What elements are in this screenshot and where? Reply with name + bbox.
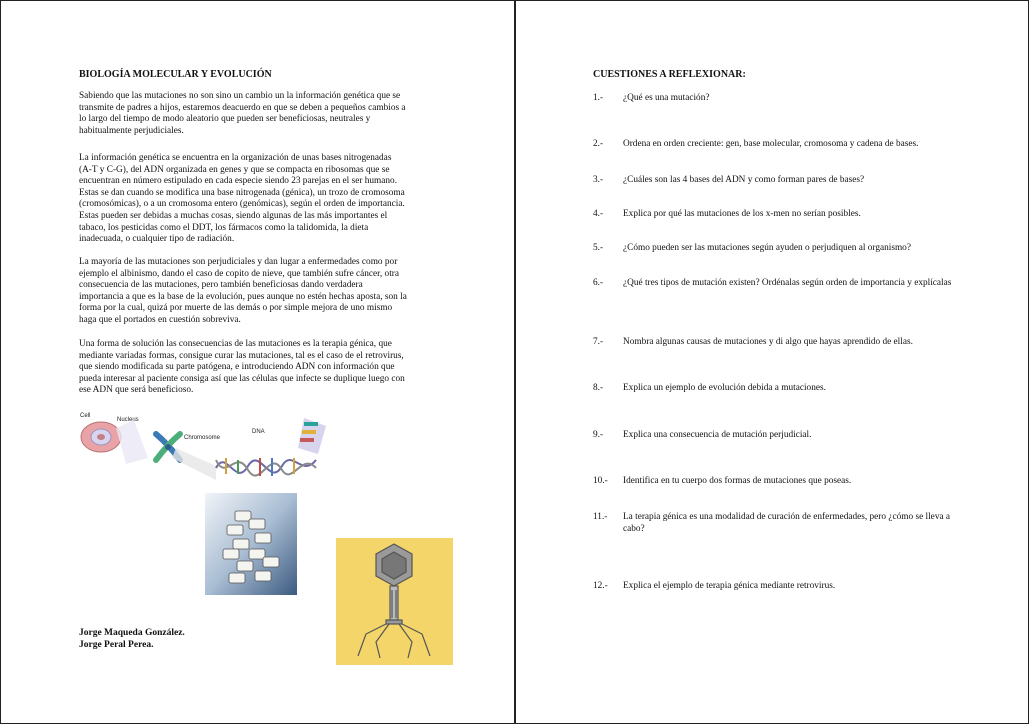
dna-letter-blocks-photo [205, 493, 297, 595]
question-text: Explica el ejemplo de terapia génica mediante retrovirus. [623, 581, 836, 591]
right-page [515, 0, 1029, 724]
paragraph-4: Una forma de solución las consecuencias de las mutaciones es la terapia génica, que mediante variadas formas, consigue curar las mutaciones, tal es el caso de el retrovirus, que siendo modificada su parte patógena, e introduciendo ADN con información que pueda interesar al paciente consiga así que las células que infecte se duplique luego con ese ADN que será beneficioso. [79, 339, 405, 396]
question-number: 7.- [593, 337, 604, 347]
question-text: Explica por qué las mutaciones de los x-men no serían posibles. [623, 209, 861, 219]
question-number: 10.- [593, 476, 608, 486]
question-text: Identifica en tu cuerpo dos formas de mutaciones que poseas. [623, 476, 852, 486]
diagram-label-chromosome: Chromosome [184, 435, 221, 441]
diagram-label-cell: Cell [80, 413, 91, 419]
left-heading: BIOLOGÍA MOLECULAR Y EVOLUCIÓN [79, 69, 272, 80]
question-number: 2.- [593, 139, 604, 149]
question-number: 12.- [593, 581, 608, 591]
authors: Jorge Maqueda González. Jorge Peral Perea. [79, 628, 185, 650]
question-number: 11.- [593, 512, 608, 522]
paragraph-1: Sabiendo que las mutaciones no son sino un cambio un la información genética que se transmite de padres a hijos, estaremos deacuerdo en que se deben a pequeños cambios a lo largo del tiempo de modo aleatorio que pueden ser beneficiosas, neutrales y habitualmente perjudiciales. [79, 91, 406, 136]
question-text: Explica una consecuencia de mutación perjudicial. [623, 430, 812, 440]
cell-icon [81, 422, 121, 452]
bacteriophage-illustration [336, 538, 453, 665]
question-text: Ordena en orden creciente: gen, base molecular, cromosoma y cadena de bases. [623, 139, 919, 149]
question-number: 8.- [593, 383, 604, 393]
question-text: ¿Qué tres tipos de mutación existen? Ordénalas según orden de importancia y explícalas [623, 278, 952, 288]
dna-detail-icon [298, 418, 326, 454]
diagram-label-nucleus: Nucleus [117, 417, 139, 423]
question-number: 9.- [593, 430, 604, 440]
question-text: ¿Qué es una mutación? [623, 93, 710, 103]
paragraph-3: La mayoría de las mutaciones son perjudiciales y dan lugar a enfermedades como por ejemplo el albinismo, dando el caso de copito de nieve, que también sufre cáncer, otra consecuencia de las mutaciones, pero también beneficiosas dando verdadera importancia a que es la base de la evolución, pues aunque no estén hechas aposta, son la forma por la cual, quizá por muerte de las demás o por simple mejora de uno mismo haga que el portados en cuestión sobreviva. [79, 257, 407, 325]
question-text: ¿Cómo pueden ser las mutaciones según ayuden o perjudiquen al organismo? [623, 243, 911, 253]
question-number: 5.- [593, 243, 604, 253]
paragraph-2: La información genética se encuentra en la organización de unas bases nitrogenadas (A-T y C-G), del ADN organizada en genes y que se compacta en ribosomas que se encuentran en número estipulado en cada especie siendo 23 parejas en el ser humano. Estas se dan cuando se modifica una base nitrogenada (génica), un trozo de cromosoma (cromosómicas), o a un cromosoma entero (genómicas), según el orden de importancia. Estas pueden ser debidas a muchas cosas, siendo algunas de las más importantes el tabaco, los pesticidas como el DDT, los fármacos como la talidomida, la dieta inadecuada, o cualquier tipo de radiación. [79, 153, 405, 245]
question-number: 1.- [593, 93, 604, 103]
question-text: Explica un ejemplo de evolución debida a mutaciones. [623, 383, 826, 393]
question-text: Nombra algunas causas de mutaciones y di algo que hayas aprendido de ellas. [623, 337, 913, 347]
diagram-label-dna: DNA [252, 429, 265, 435]
question-text: La terapia génica es una modalidad de curación de enfermedades, pero ¿cómo se lleva a cabo? [623, 512, 951, 534]
right-heading: CUESTIONES A REFLEXIONAR: [593, 69, 746, 80]
question-number: 4.- [593, 209, 604, 219]
cell-to-dna-diagram [76, 408, 336, 488]
question-number: 6.- [593, 278, 604, 288]
question-number: 3.- [593, 175, 604, 185]
dna-helix-icon [216, 458, 316, 476]
question-text: ¿Cuáles son las 4 bases del ADN y como forman pares de bases? [623, 175, 865, 185]
